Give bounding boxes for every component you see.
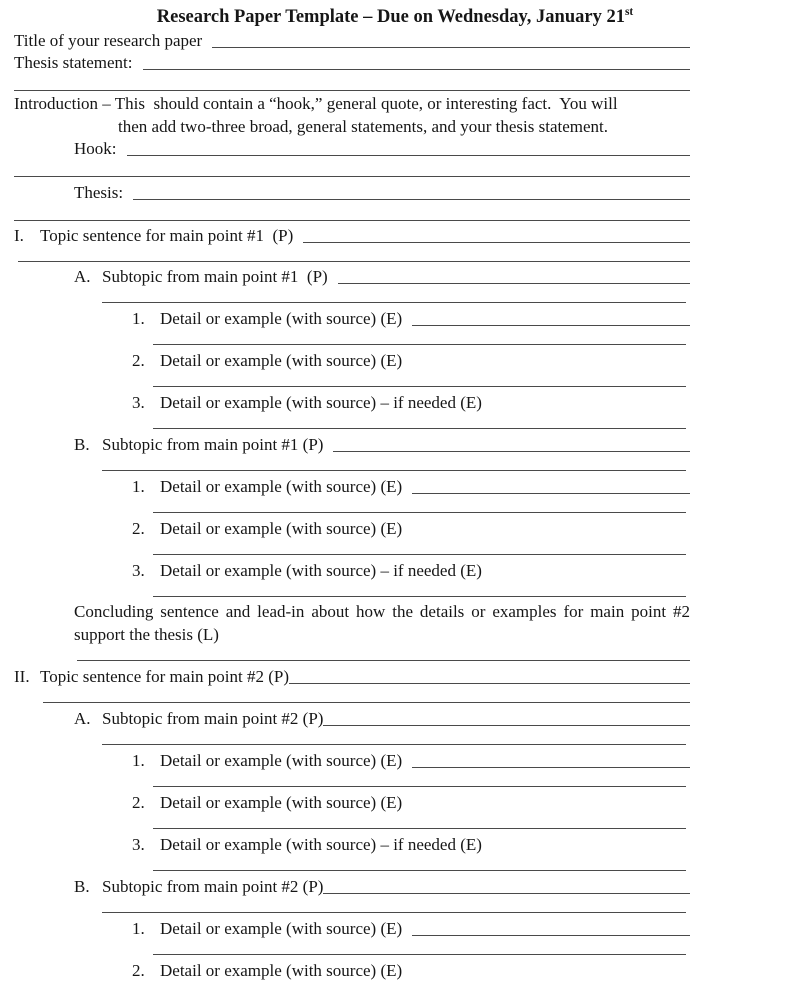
outline-item-I-B-3: [132, 561, 690, 581]
outline-item-I-B-2: [132, 519, 690, 539]
item-label: Detail or example (with source) – if needed (E): [160, 561, 482, 580]
field-label: Thesis:: [74, 183, 124, 202]
item-label: Subtopic from main point #1 (P): [102, 267, 328, 286]
blank-line: [323, 725, 690, 726]
field-label: Thesis statement:: [14, 53, 133, 72]
item-marker: A.: [74, 267, 91, 286]
item-label: Detail or example (with source) (E): [160, 919, 403, 938]
outline-item-II: [14, 667, 690, 687]
outline-item-I-B-1: [132, 477, 690, 497]
item-label: Detail or example (with source) (E): [160, 519, 403, 538]
item-label: Topic sentence for main point #2 (P): [40, 667, 290, 686]
concluding-sentence-line-2: support the thesis (L): [74, 625, 219, 644]
field-thesis: [74, 183, 690, 203]
intro-paragraph-line-2: then add two-three broad, general statements, and your thesis statement.: [118, 117, 609, 136]
write-in-line: [102, 470, 686, 471]
item-label: Detail or example (with source) (E): [160, 751, 403, 770]
item-marker: I.: [14, 226, 24, 245]
write-in-line: [77, 660, 690, 661]
blank-line: [333, 451, 690, 452]
item-marker: 2.: [132, 961, 145, 980]
item-marker: 3.: [132, 561, 145, 580]
write-in-line: [153, 596, 686, 597]
outline-item-II-B-2: [132, 961, 690, 981]
field-label: Title of your research paper: [14, 31, 203, 50]
write-in-line: [102, 912, 686, 913]
outline-item-I-A-2: [132, 351, 690, 371]
blank-line: [212, 47, 690, 48]
item-marker: 1.: [132, 751, 145, 770]
blank-line: [133, 199, 690, 200]
item-label: Detail or example (with source) (E): [160, 961, 403, 980]
write-in-line: [153, 428, 686, 429]
write-in-line: [153, 344, 686, 345]
item-label: Detail or example (with source) (E): [160, 793, 403, 812]
item-label: Detail or example (with source) – if needed (E): [160, 835, 482, 854]
horizontal-rule: [14, 90, 690, 91]
item-marker: B.: [74, 877, 90, 896]
field-label: Hook:: [74, 139, 117, 158]
outline-item-II-A: [74, 709, 690, 729]
write-in-line: [153, 828, 686, 829]
horizontal-rule: [14, 176, 690, 177]
blank-line: [303, 242, 690, 243]
blank-line: [323, 893, 690, 894]
concluding-sentence-line-1: Concluding sentence and lead-in about how the details or examples for main point #2: [74, 602, 690, 621]
item-label: Detail or example (with source) (E): [160, 309, 403, 328]
blank-line: [127, 155, 691, 156]
horizontal-rule: [18, 261, 690, 262]
write-in-line: [153, 870, 686, 871]
item-marker: B.: [74, 435, 90, 454]
blank-line: [412, 935, 690, 936]
item-label: Topic sentence for main point #1 (P): [40, 226, 294, 245]
field-hook: [74, 139, 690, 159]
document-rows: [0, 31, 790, 981]
item-marker: 2.: [132, 793, 145, 812]
item-marker: 1.: [132, 477, 145, 496]
intro-paragraph-line-1: Introduction – This should contain a “hook,” general quote, or interesting fact. You will: [14, 94, 618, 113]
write-in-line: [153, 386, 686, 387]
blank-line: [412, 767, 690, 768]
blank-line: [412, 325, 690, 326]
outline-item-II-A-2: [132, 793, 690, 813]
write-in-line: [153, 554, 686, 555]
outline-item-I-B: [74, 435, 690, 455]
outline-item-I-A-1: [132, 309, 690, 329]
outline-item-II-A-1: [132, 751, 690, 771]
field-title-of-paper: [14, 31, 690, 51]
item-label: Subtopic from main point #1 (P): [102, 435, 324, 454]
outline-item-II-B-1: [132, 919, 690, 939]
item-marker: 3.: [132, 835, 145, 854]
item-label: Detail or example (with source) (E): [160, 477, 403, 496]
item-marker: 3.: [132, 393, 145, 412]
item-marker: 1.: [132, 309, 145, 328]
outline-item-I: [14, 226, 690, 246]
item-marker: 1.: [132, 919, 145, 938]
write-in-line: [153, 954, 686, 955]
item-label: Detail or example (with source) (E): [160, 351, 403, 370]
blank-line: [412, 493, 690, 494]
outline-item-II-A-3: [132, 835, 690, 855]
item-marker: A.: [74, 709, 91, 728]
horizontal-rule: [14, 220, 690, 221]
item-label: Subtopic from main point #2 (P): [102, 709, 324, 728]
write-in-line: [43, 702, 690, 703]
outline-item-II-B: [74, 877, 690, 897]
item-label: Detail or example (with source) – if needed (E): [160, 393, 482, 412]
write-in-line: [102, 302, 686, 303]
outline-item-I-A: [74, 267, 690, 287]
item-marker: II.: [14, 667, 30, 686]
item-label: Subtopic from main point #2 (P): [102, 877, 324, 896]
item-marker: 2.: [132, 519, 145, 538]
blank-line: [338, 283, 690, 284]
field-thesis-statement: [14, 53, 690, 73]
blank-line: [289, 683, 690, 684]
item-marker: 2.: [132, 351, 145, 370]
write-in-line: [153, 512, 686, 513]
write-in-line: [153, 786, 686, 787]
outline-item-I-A-3: [132, 393, 690, 413]
blank-line: [143, 69, 690, 70]
write-in-line: [102, 744, 686, 745]
document-title: [0, 5, 790, 29]
document-title-ordinal-suffix: st: [624, 5, 634, 18]
document-title-text: Research Paper Template – Due on Wednesday, January 21: [156, 7, 625, 27]
